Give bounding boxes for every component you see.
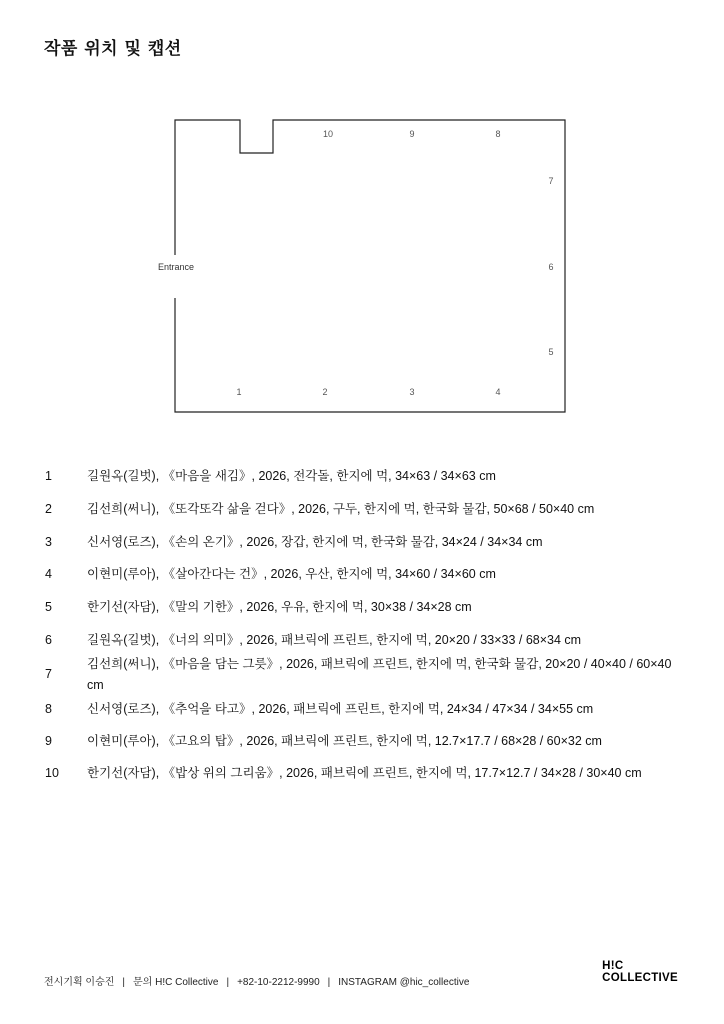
floor-plan [140,110,580,430]
footer-divider: | [327,977,331,988]
work-caption: 이현미(루아), 《고요의 탑》, 2026, 패브릭에 프린트, 한지에 먹, 12.7×17.7 / 68×28 / 60×32 cm [87,734,602,748]
work-number: 9 [45,734,52,748]
plan-position-5: 5 [548,347,554,357]
work-caption: 길원옥(길벗), 《마음을 새김》, 2026, 전각돌, 한지에 먹, 34×63 / 34×63 cm [87,469,496,483]
work-number: 3 [45,535,52,549]
work-caption: 길원옥(길벗), 《너의 의미》, 2026, 패브릭에 프린트, 한지에 먹, 20×20 / 33×33 / 68×34 cm [87,633,582,647]
work-number: 6 [45,633,52,647]
logo-line-1: H!C [602,960,624,972]
plan-position-2: 2 [322,387,328,397]
plan-position-1: 1 [236,387,242,397]
entrance-label: Entrance [157,262,195,272]
work-number: 8 [45,702,52,716]
work-caption: 김선희(써니), 《마음을 담는 그릇》, 2026, 패브릭에 프린트, 한지에 먹, 한국화 물감, 20×20 / 40×40 / 60×40 cm [87,657,672,692]
plan-position-6: 6 [548,262,554,272]
plan-position-3: 3 [409,387,415,397]
work-caption: 신서영(로즈), 《손의 온기》, 2026, 장갑, 한지에 먹, 한국화 물감, 34×24 / 34×34 cm [87,535,543,549]
plan-position-4: 4 [495,387,501,397]
footer-curator: 전시기획 이승진 [44,977,115,988]
work-number: 10 [45,766,59,780]
plan-position-10: 10 [322,129,334,139]
work-caption: 김선희(써니), 《또각또각 삶을 걷다》, 2026, 구두, 한지에 먹, 한국화 물감, 50×68 / 50×40 cm [87,502,595,516]
footer-contact: 문의 H!C Collective [133,977,219,988]
plan-position-8: 8 [495,129,501,139]
floor-plan-walls [140,110,580,430]
work-number: 1 [45,469,52,483]
work-caption: 신서영(로즈), 《추억을 타고》, 2026, 패브릭에 프린트, 한지에 먹, 24×34 / 47×34 / 34×55 cm [87,702,594,716]
logo-line-2: COLLECTIVE [602,972,678,984]
work-number: 2 [45,502,52,516]
footer-info [44,973,469,988]
work-number: 7 [45,667,52,681]
page-title: 작품 위치 및 캡션 [44,39,182,59]
work-number: 4 [45,567,52,581]
footer-instagram: INSTAGRAM @hic_collective [338,977,470,988]
footer-phone: +82-10-2212-9990 [237,977,320,988]
plan-position-9: 9 [409,129,415,139]
work-caption: 이현미(루아), 《살아간다는 건》, 2026, 우산, 한지에 먹, 34×60 / 34×60 cm [87,567,496,581]
work-caption: 한기선(자담), 《말의 기한》, 2026, 우유, 한지에 먹, 30×38 / 34×28 cm [87,600,472,614]
footer-divider: | [122,977,126,988]
work-number: 5 [45,600,52,614]
plan-position-7: 7 [548,176,554,186]
footer-divider: | [226,977,230,988]
hic-collective-logo [602,960,678,984]
work-caption: 한기선(자담), 《밥상 위의 그리움》, 2026, 패브릭에 프린트, 한지에 먹, 17.7×12.7 / 34×28 / 30×40 cm [87,766,642,780]
